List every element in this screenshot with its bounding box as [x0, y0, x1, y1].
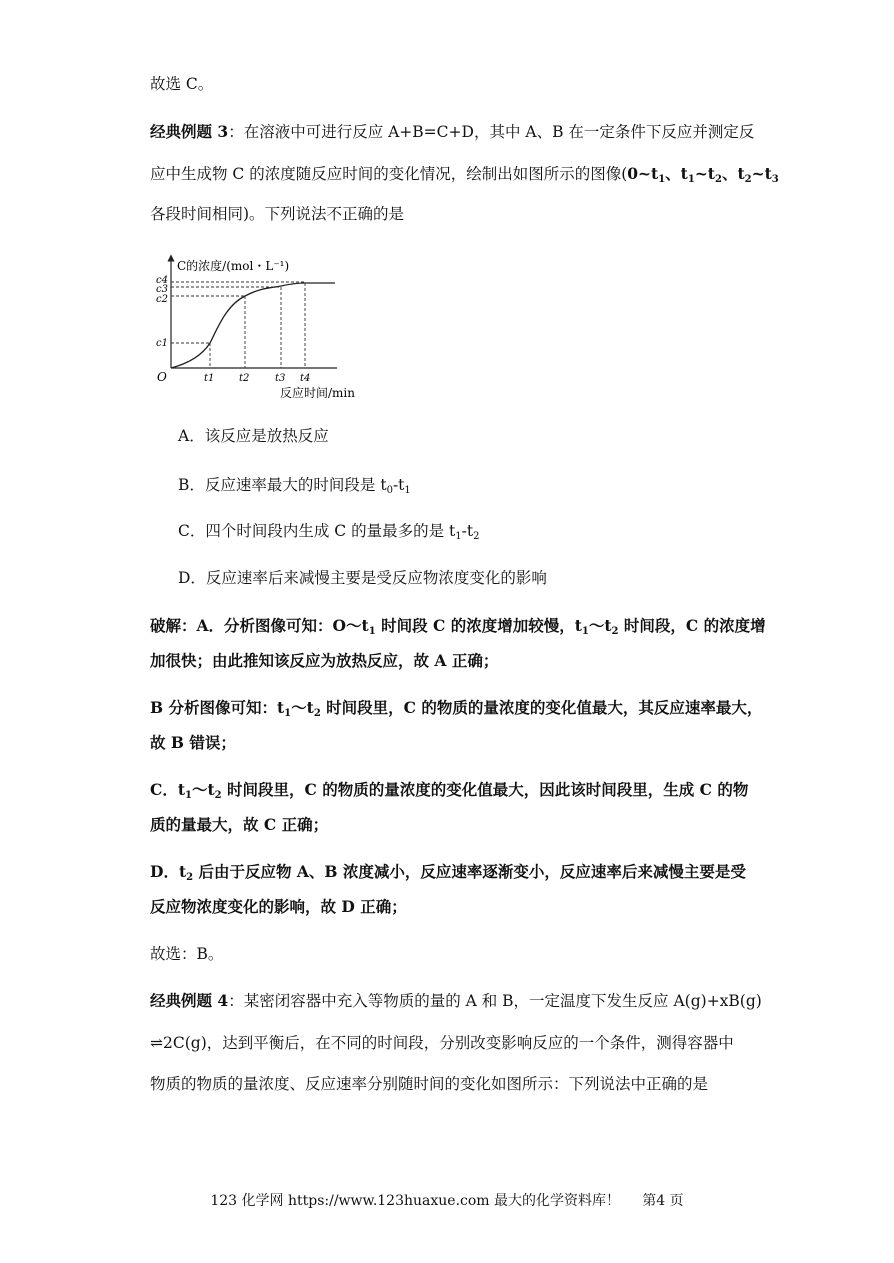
concentration-curve	[171, 283, 335, 368]
guide-lines	[171, 282, 305, 368]
example4-intro: 经典例题 4：某密闭容器中充入等物质的量的 A 和 B，一定温度下发生反应 A(g)+xB(g)	[150, 991, 762, 1010]
option-c: C．四个时间段内生成 C 的量最多的是 $t_1-t_2$	[178, 522, 480, 542]
concentration-graph	[155, 250, 370, 400]
y-tick-c1: c1	[156, 338, 168, 349]
solution-line4: 故 B 错误；	[150, 733, 236, 752]
y-tick-c2: c2	[156, 294, 168, 305]
example3-line3: 各段时间相同)。下列说法不正确的是	[150, 205, 405, 223]
example4-line2: ⇌2C(g)，达到平衡后，在不同的时间段，分别改变影响反应的一个条件，测得容器中	[150, 1034, 734, 1052]
option-a: A．该反应是放热反应	[178, 427, 329, 445]
solution-line6: 质的量最大，故 C 正确；	[150, 815, 329, 834]
solution-line2: 加很快；由此推知该反应为放热反应，故 A 正确；	[150, 651, 499, 670]
x-tick-t3: t3	[275, 373, 286, 384]
option-d: D．反应速率后来减慢主要是受反应物浓度变化的影响	[178, 569, 547, 587]
solution-line5: C．$t_1\sim t_2$ 时间段里，C 的物质的量浓度的变化值最大，因此该时间段里，生成 C 的物	[150, 780, 749, 801]
x-tick-t2: t2	[239, 373, 250, 384]
answer-line: 故选：B。	[150, 945, 224, 963]
text-line: 故选 C。	[150, 75, 214, 93]
solution-line7: D．$t_2$ 后由于反应物 A、B 浓度减小，反应速率逐渐变小，反应速率后来减慢主要是受	[150, 862, 746, 883]
example3-intro: 经典例题 3：在溶液中可进行反应 A+B=C+D，其中 A、B 在一定条件下反应并测定反	[150, 122, 755, 141]
solution-line1: 破解：A．分析图像可知：$O\sim t_1$ 时间段 C 的浓度增加较慢，$t_1\sim t_2$ 时间段，C 的浓度增	[150, 616, 766, 637]
y-axis-label: C的浓度/(mol・L⁻¹)	[177, 259, 290, 273]
solution-line3: B 分析图像可知：$t_1\sim t_2$ 时间段里，C 的物质的量浓度的变化值最大，其反应速率最大，	[150, 698, 763, 719]
y-tick-c3: c3	[156, 284, 168, 295]
page-footer	[0, 1190, 894, 1210]
page-number: 第4 页	[642, 1193, 684, 1209]
x-tick-t1: t1	[204, 373, 215, 384]
example3-line2: 应中生成物 C 的浓度随反应时间的变化情况，绘制出如图所示的图像($0\sim t_1$、$t_1\sim t_2$、$t_2\sim t_3$	[150, 164, 779, 185]
y-tick-c4: c4	[156, 275, 168, 286]
origin-label: O	[157, 370, 167, 384]
example4-line3: 物质的物质的量浓度、反应速率分别随时间的变化如图所示：下列说法中正确的是	[150, 1075, 709, 1093]
x-axis-label: 反应时间/min	[280, 386, 355, 400]
x-tick-t4: t4	[300, 373, 311, 384]
footer-text: 123 化学网 https://www.123huaxue.com 最大的化学资料库！	[210, 1193, 621, 1209]
option-b: B．反应速率最大的时间段是 $t_0-t_1$	[178, 476, 411, 496]
solution-line8: 反应物浓度变化的影响，故 D 正确；	[150, 897, 407, 916]
